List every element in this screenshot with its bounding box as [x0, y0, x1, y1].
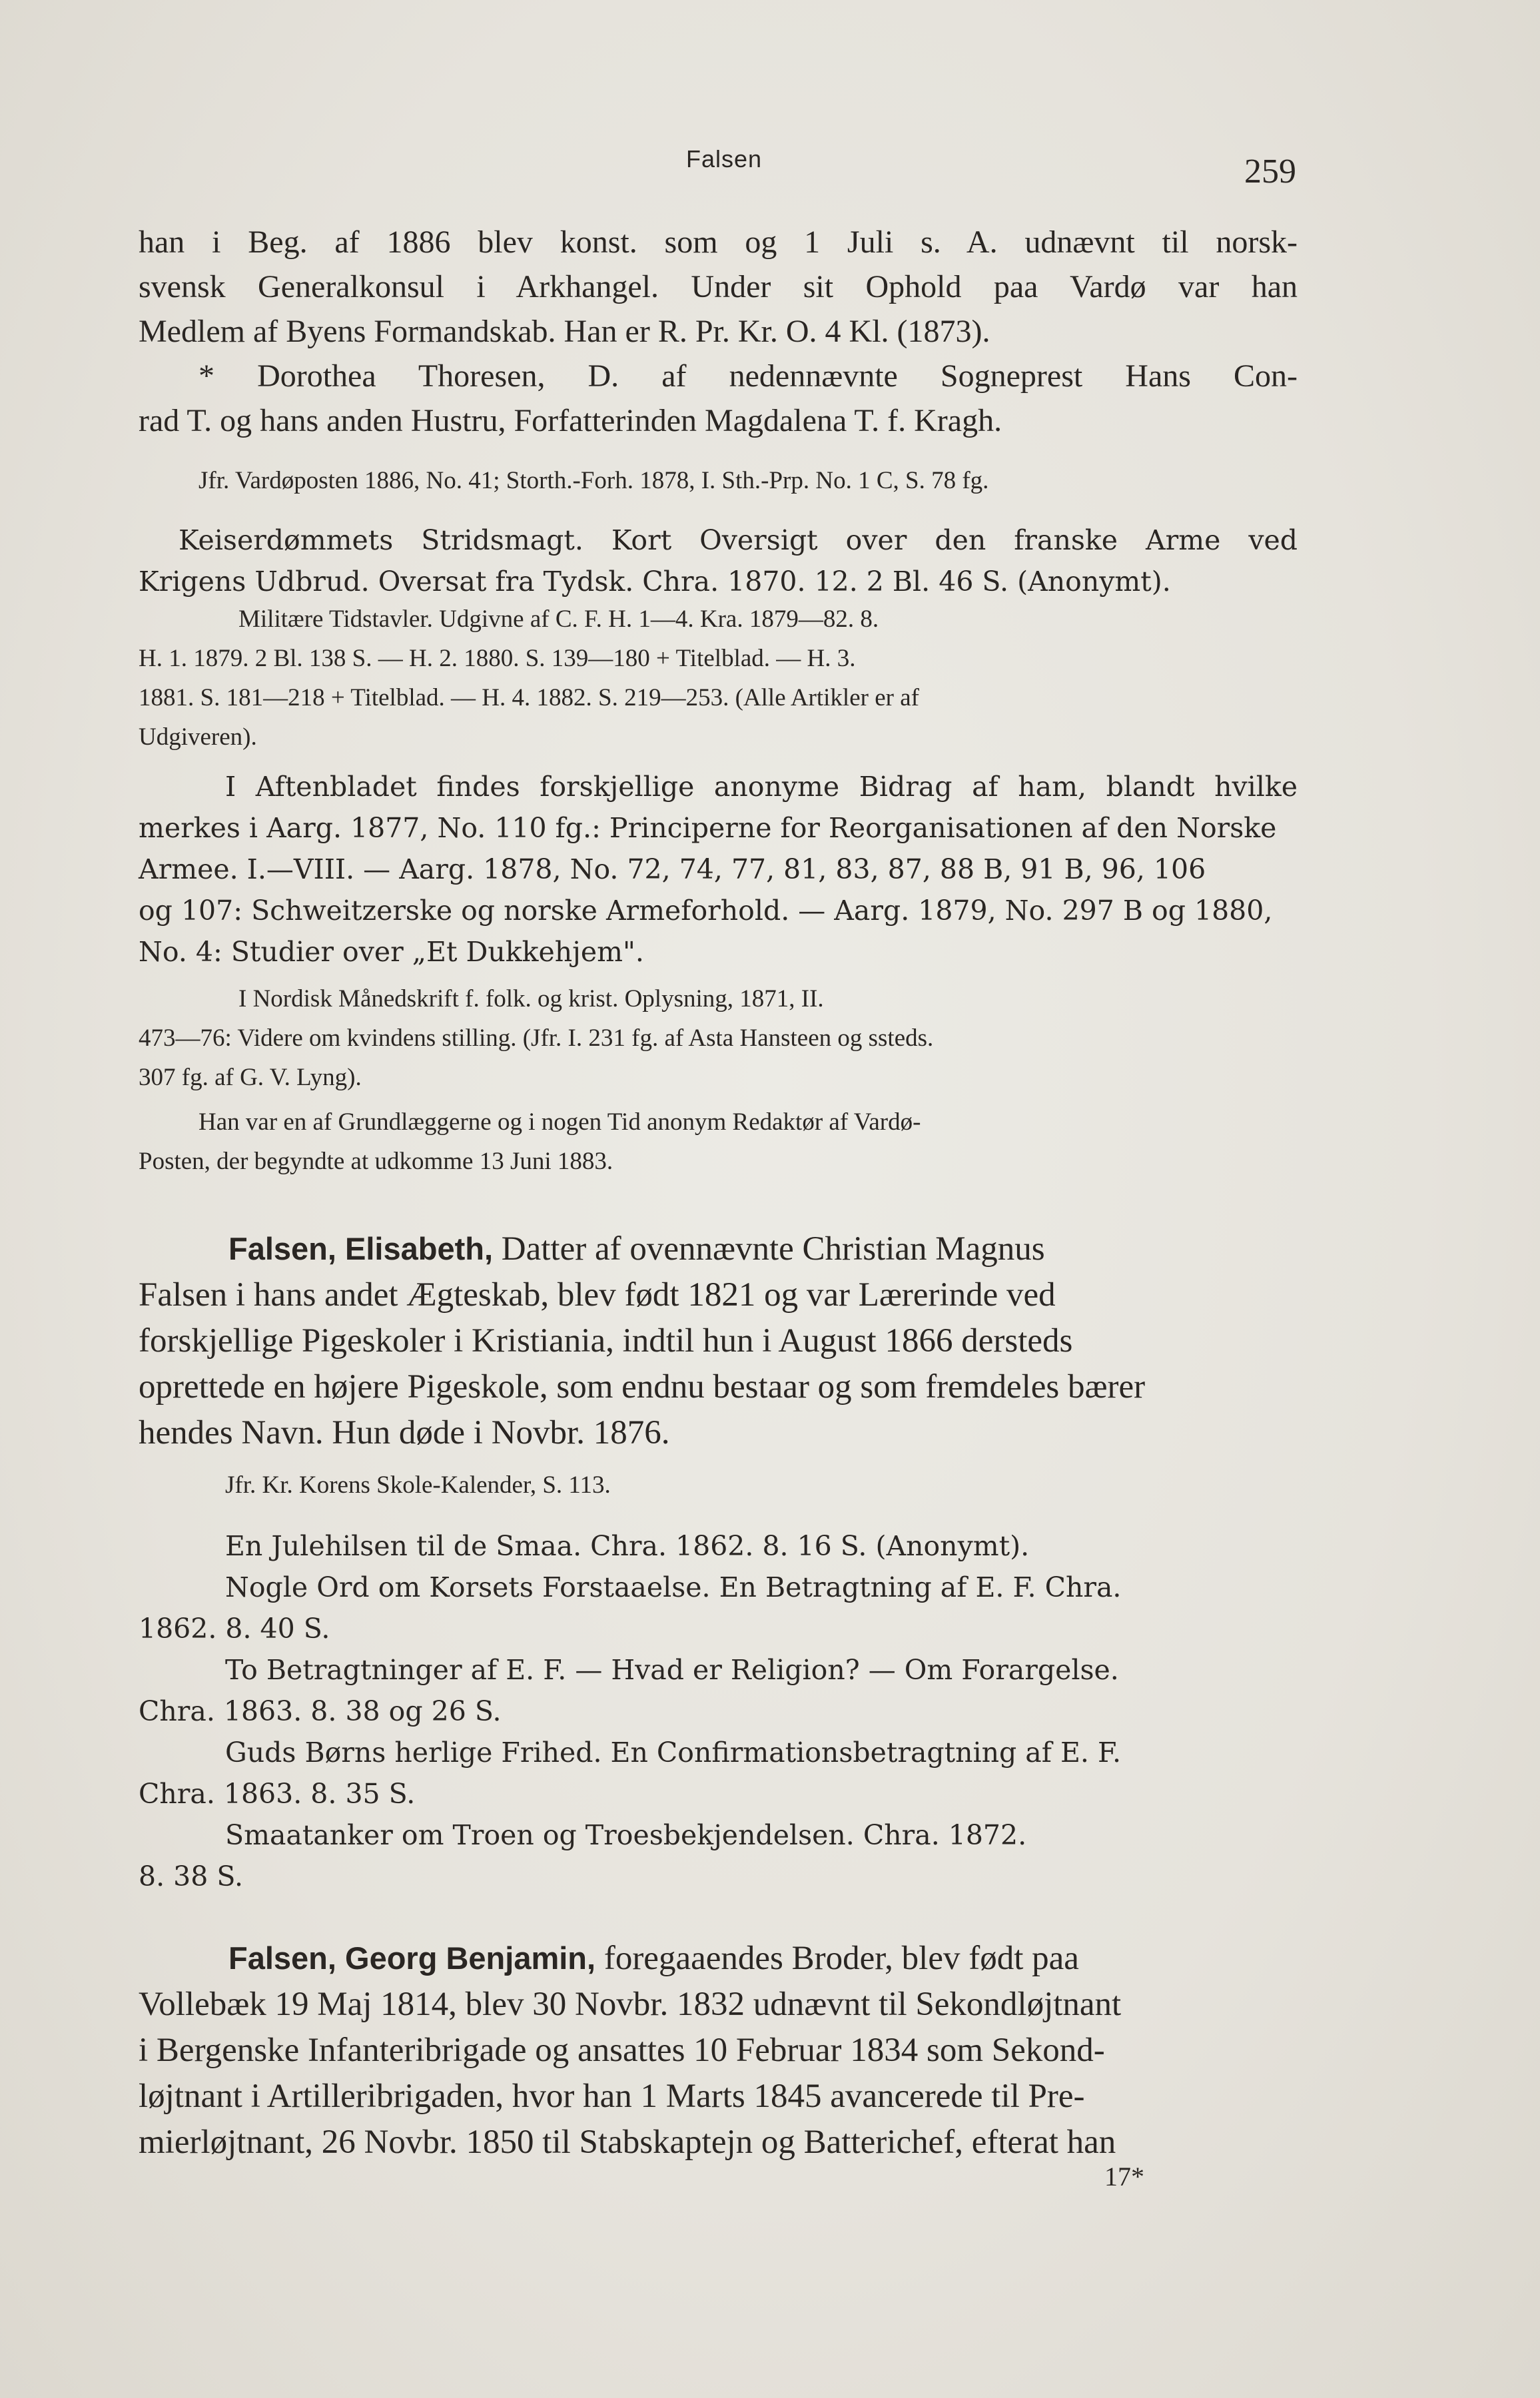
reference-text: Jfr. Vardøposten 1886, No. 41; Storth.-Forh. 1878, I. Sth.-Prp. No. 1 C, S. 78 fg. — [198, 467, 989, 494]
bibliography-line: Smaatanker om Troen og Troesbekjendelsen. Chra. 1872. — [225, 1819, 1027, 1851]
entry-text: Datter af ovennævnte Christian Magnus — [493, 1230, 1045, 1268]
bibliography-line: Krigens Udbrud. Oversat fra Tydsk. Chra. 1870. 12. 2 Bl. 46 S. (Anonymt). — [139, 566, 1171, 598]
bibliography-line: 1881. S. 181—218 + Titelblad. — H. 4. 1882. S. 219—253. (Alle Artikler er af — [139, 684, 919, 711]
entry-georg-benjamin — [139, 1935, 1298, 2166]
reference-line — [139, 461, 1298, 500]
bibliography-line: To Betragtninger af E. F. — Hvad er Religion? — Om Forargelse. — [225, 1654, 1119, 1686]
entry-line: løjtnant i Artilleribrigaden, hvor han 1 Marts 1845 avancerede til Pre- — [139, 2078, 1085, 2115]
entry-line: oprettede en højere Pigeskole, som endnu bestaar og som fremdeles bærer — [139, 1368, 1146, 1405]
bibliography-block-1 — [139, 520, 1298, 602]
entry-text: foregaaendes Broder, blev født paa — [595, 1940, 1079, 1977]
entry-line: forskjellige Pigeskoler i Kristiania, indtil hun i August 1866 dersteds — [139, 1322, 1073, 1360]
bibliography-line: 8. 38 S. — [139, 1860, 244, 1892]
previous-entry-text — [139, 220, 1298, 443]
text-line: * Dorothea Thoresen, D. af nedennævnte Sogneprest Hans Con- — [198, 358, 1298, 394]
entry-heading: Falsen, Georg Benjamin, — [228, 1940, 596, 1976]
reference-line — [139, 1465, 1298, 1505]
note-line: Posten, der begyndte at udkomme 13 Juni 1883. — [139, 1148, 613, 1175]
bibliography-line: Guds Børns herlige Frihed. En Confirmationsbetragtning af E. F. — [225, 1737, 1122, 1769]
bibliography-line: No. 4: Studier over „Et Dukkehjem". — [139, 936, 644, 968]
bibliography-block-2 — [139, 600, 1298, 757]
bibliography-line: og 107: Schweitzerske og norske Armeforhold. — Aarg. 1879, No. 297 B og 1880, — [139, 895, 1273, 927]
bibliography-line: merkes i Aarg. 1877, No. 110 fg.: Principerne for Reorganisationen af den Norske — [139, 812, 1277, 844]
note-line: Han var en af Grundlæggerne og i nogen Tid anonym Redaktør af Vardø- — [198, 1108, 921, 1136]
entry-line: Vollebæk 19 Maj 1814, blev 30 Novbr. 1832 udnævnt til Sekondløjtnant — [139, 1986, 1122, 2023]
bibliography-line: 1862. 8. 40 S. — [139, 1613, 330, 1645]
bibliography-line: Chra. 1863. 8. 35 S. — [139, 1778, 416, 1810]
text-line: svensk Generalkonsul i Arkhangel. Under sit Ophold paa Vardø var han — [139, 269, 1298, 304]
text-line: rad T. og hans anden Hustru, Forfatterinden Magdalena T. f. Kragh. — [139, 403, 1002, 438]
bibliography-block-4 — [139, 979, 1298, 1097]
entry-line: i Bergenske Infanteribrigade og ansattes 10 Februar 1834 som Sekond- — [139, 2032, 1105, 2069]
bibliography-block-5 — [139, 1525, 1298, 1897]
bibliography-line: 473—76: Videre om kvindens stilling. (Jfr. I. 231 fg. af Asta Hansteen og ssteds. — [139, 1024, 934, 1052]
bibliography-line: 307 fg. af G. V. Lyng). — [139, 1064, 362, 1091]
bibliography-line: Nogle Ord om Korsets Forstaaelse. En Betragtning af E. F. Chra. — [225, 1571, 1122, 1603]
bibliography-line: En Julehilsen til de Smaa. Chra. 1862. 8. 16 S. (Anonymt). — [225, 1530, 1030, 1562]
page-number: 259 — [1244, 153, 1296, 191]
bibliography-block-3 — [139, 766, 1298, 973]
entry-line: Falsen i hans andet Ægteskab, blev født 1821 og var Lærerinde ved — [139, 1276, 1056, 1314]
entry-line: mierløjtnant, 26 Novbr. 1850 til Stabskaptejn og Batterichef, efterat han — [139, 2124, 1116, 2161]
bibliography-line: H. 1. 1879. 2 Bl. 138 S. — H. 2. 1880. S. 139—180 + Titelblad. — H. 3. — [139, 645, 856, 672]
entry-elisabeth — [139, 1226, 1298, 1456]
reference-text: Jfr. Kr. Korens Skole-Kalender, S. 113. — [225, 1471, 611, 1499]
entry-heading: Falsen, Elisabeth, — [228, 1231, 494, 1266]
entry-line: hendes Navn. Hun døde i Novbr. 1876. — [139, 1414, 670, 1451]
running-head: Falsen — [686, 145, 763, 173]
entry-first-line — [139, 1935, 1298, 1982]
bibliography-line: Keiserdømmets Stridsmagt. Kort Oversigt over den franske Arme ved — [179, 524, 1298, 556]
bibliography-line: I Aftenbladet findes forskjellige anonyme Bidrag af ham, blandt hvilke — [225, 771, 1298, 803]
bibliography-line: Udgiveren). — [139, 723, 257, 751]
signature-mark: 17* — [1104, 2162, 1144, 2192]
bibliography-line: Armee. I.—VIII. — Aarg. 1878, No. 72, 74, 77, 81, 83, 87, 88 B, 91 B, 96, 106 — [139, 853, 1206, 885]
text-line: Medlem af Byens Formandskab. Han er R. Pr. Kr. O. 4 Kl. (1873). — [139, 314, 990, 349]
text-line: han i Beg. af 1886 blev konst. som og 1 Juli s. A. udnævnt til norsk- — [139, 224, 1298, 260]
bibliography-line: Militære Tidstavler. Udgivne af C. F. H. 1—4. Kra. 1879—82. 8. — [238, 605, 879, 633]
note-block — [139, 1102, 1298, 1181]
bibliography-line: I Nordisk Månedskrift f. folk. og krist. Oplysning, 1871, II. — [238, 985, 824, 1012]
entry-first-line — [139, 1226, 1298, 1272]
bibliography-line: Chra. 1863. 8. 38 og 26 S. — [139, 1695, 502, 1727]
